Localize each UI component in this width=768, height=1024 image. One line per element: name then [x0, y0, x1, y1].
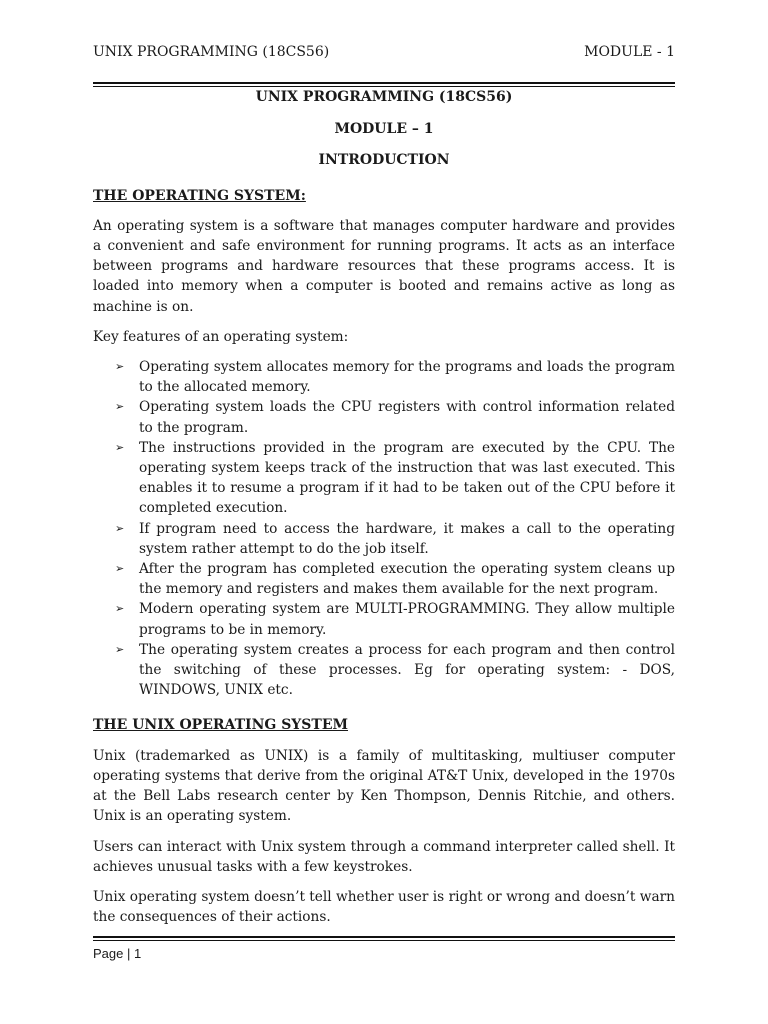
page-number: Page | 1: [93, 946, 142, 961]
footer-rule: [93, 936, 675, 941]
arrow-bullet-icon: ➢: [115, 521, 125, 535]
intro-title: INTRODUCTION: [318, 152, 450, 169]
arrow-bullet-icon: ➢: [115, 440, 125, 454]
arrow-bullet-icon: ➢: [115, 562, 125, 576]
arrow-bullet-icon: ➢: [115, 400, 125, 414]
unix-paragraph-2: Users can interact with Unix system through a command interpreter called shell. It achieves unusual tasks with a few keystrokes.: [93, 838, 675, 875]
list-item: ➢ After the program has completed execution the operating system cleans up the memory and registers and makes them available for the next program.: [115, 561, 675, 598]
module-title: MODULE – 1: [334, 120, 434, 137]
arrow-bullet-icon: ➢: [115, 360, 125, 374]
unix-section-heading: THE UNIX OPERATING SYSTEM: [93, 717, 349, 734]
unix-paragraph-1: Unix (trademarked as UNIX) is a family of multitasking, multiuser computer operating systems that derive from the original AT&T Unix, developed in the 1970s at the Bell Labs research center by Ken Thompson, Dennis Ritchie, and others. Unix is an operating system.: [93, 747, 675, 825]
key-features-list: [93, 357, 675, 700]
key-features-label: Key features of an operating system:: [93, 328, 349, 345]
os-paragraph: An operating system is a software that manages computer hardware and provides a convenient and safe environment for running programs. It acts as an interface between programs and hardware resources that these programs access. It is loaded into memory when a computer is booted and remains active as long as machine is on.: [93, 217, 675, 315]
document-body: [93, 87, 675, 927]
page-header: [93, 43, 675, 61]
list-item: ➢ Operating system allocates memory for the programs and loads the program to the allocated memory.: [115, 359, 675, 396]
arrow-bullet-icon: ➢: [115, 602, 125, 616]
os-section-heading: THE OPERATING SYSTEM:: [93, 187, 306, 204]
course-title: UNIX PROGRAMMING (18CS56): [255, 89, 513, 105]
header-left: UNIX PROGRAMMING (18CS56): [93, 44, 330, 60]
list-item: ➢ Operating system loads the CPU registers with control information related to the program.: [115, 399, 675, 436]
list-item: ➢ The operating system creates a process for each program and then control the switching of these processes. Eg for operating system: - DOS, WINDOWS, UNIX etc.: [115, 641, 675, 699]
list-item: ➢ If program need to access the hardware, it makes a call to the operating system rather attempt to do the job itself.: [115, 520, 675, 557]
list-item: ➢ The instructions provided in the program are executed by the CPU. The operating system keeps track of the instruction that was last executed. This enables it to resume a program if it had to be taken out of the CPU before it completed execution.: [115, 439, 675, 517]
header-right: MODULE - 1: [584, 44, 675, 60]
unix-paragraph-3: Unix operating system doesn’t tell whether user is right or wrong and doesn’t warn the consequences of their actions.: [93, 888, 675, 926]
list-item: ➢ Modern operating system are MULTI-PROGRAMMING. They allow multiple programs to be in memory.: [115, 601, 675, 638]
arrow-bullet-icon: ➢: [115, 642, 125, 656]
